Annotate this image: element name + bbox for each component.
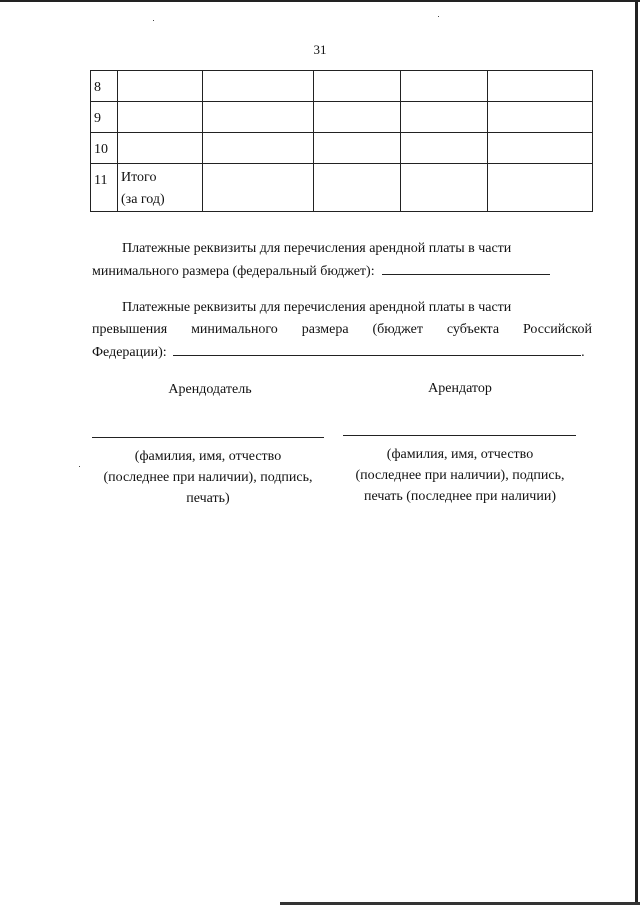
total-label-line1: Итого (121, 170, 157, 185)
row-number: 11 (91, 164, 118, 212)
table-cell (401, 133, 488, 164)
tenant-title: Арендатор (428, 381, 492, 396)
row-number: 10 (91, 133, 118, 164)
tenant-caption-line2: (последнее при наличии), подпись, (355, 468, 565, 483)
federal-details-blank[interactable] (382, 260, 550, 275)
table-cell (203, 133, 314, 164)
table-row-total (91, 164, 593, 212)
scan-speck (153, 20, 154, 21)
row-number: 8 (91, 71, 118, 102)
table-cell (488, 71, 593, 102)
table-cell (401, 102, 488, 133)
table-cell (488, 133, 593, 164)
page-number: 31 (313, 42, 327, 57)
regional-text-line3: Федерации): (92, 345, 167, 360)
table-cell (203, 71, 314, 102)
table-cell (488, 102, 593, 133)
total-label (118, 164, 203, 212)
regional-text-line1: Платежные реквизиты для перечисления арендной платы в части (122, 300, 512, 315)
table-row (91, 102, 593, 133)
table-cell (401, 71, 488, 102)
federal-text-line1: Платежные реквизиты для перечисления арендной платы в части (122, 241, 512, 256)
table-cell (118, 102, 203, 133)
federal-payment-details (92, 238, 592, 283)
regional-payment-details (92, 297, 592, 364)
regional-text-line2: превышения минимального размера (бюджет субъекта Российской (92, 322, 592, 337)
landlord-caption-line1: (фамилия, имя, отчество (134, 449, 282, 464)
tenant-signature-caption (338, 444, 582, 507)
landlord-title: Арендодатель (168, 382, 252, 397)
table-row (91, 71, 593, 102)
table-cell (314, 102, 401, 133)
rent-table (90, 70, 593, 212)
landlord-signature-caption (86, 446, 330, 509)
row-number: 9 (91, 102, 118, 133)
landlord-signature-line[interactable] (92, 437, 324, 438)
tenant-caption-line3: печать (последнее при наличии) (363, 489, 556, 504)
table-cell (203, 102, 314, 133)
total-label-line2: (за год) (121, 192, 165, 207)
table-cell (488, 164, 593, 212)
tenant-caption-line1: (фамилия, имя, отчество (386, 447, 534, 462)
tenant-signature-line[interactable] (343, 435, 576, 436)
table-row (91, 133, 593, 164)
scan-speck (438, 16, 439, 17)
federal-text-line2-row (92, 260, 592, 283)
federal-text-line2: минимального размера (федеральный бюджет): (92, 264, 375, 279)
scan-border-top (0, 0, 640, 2)
table-cell (118, 133, 203, 164)
table-cell (314, 133, 401, 164)
regional-text-line3-row (92, 341, 592, 364)
table-cell (118, 71, 203, 102)
scan-speck (79, 466, 80, 467)
scan-border-right (635, 0, 638, 905)
landlord-caption-line2: (последнее при наличии), подпись, (103, 470, 313, 485)
regional-end-mark: . (581, 345, 585, 360)
table-cell (314, 164, 401, 212)
table-cell (314, 71, 401, 102)
table-cell (401, 164, 488, 212)
regional-details-blank[interactable] (173, 341, 581, 356)
landlord-caption-line3: печать) (186, 491, 230, 506)
table-cell (203, 164, 314, 212)
